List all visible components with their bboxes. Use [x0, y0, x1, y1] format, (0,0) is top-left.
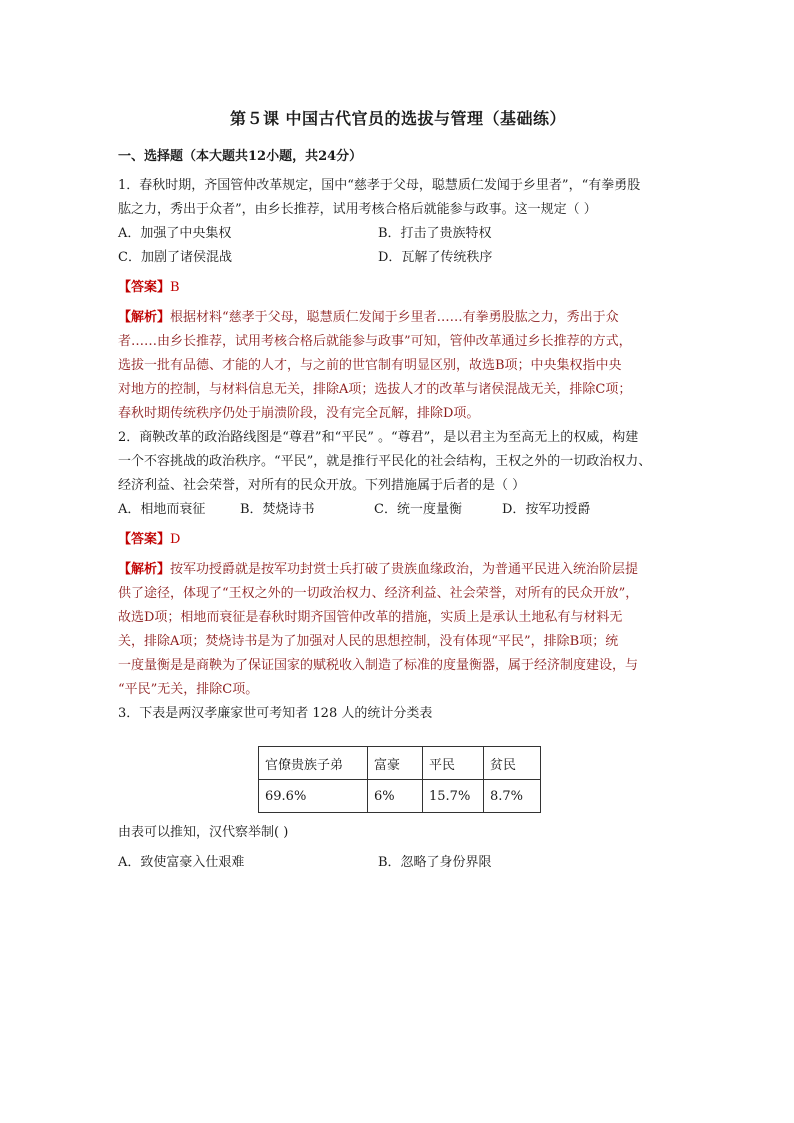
answer-tag: 【答案】: [118, 280, 171, 295]
question-2-stem-line: 经济利益、社会荣誉，对所有的民众开放。下列措施属于后者的是（ ）: [118, 478, 526, 493]
analysis-line: 春秋时期传统秩序仍处于崩溃阶段，没有完全瓦解，排除D项。: [118, 406, 480, 421]
document-page: [118, 100, 678, 875]
analysis-line: 对地方的控制，与材料信息无关，排除A项；选拔人才的改革与诸侯混战无关，排除C项；: [118, 382, 632, 397]
table-header-cell: 官僚贵族子弟: [259, 747, 368, 780]
table-cell: 69.6%: [259, 780, 368, 813]
question-2-stem-line: 一个不容挑战的政治秩序。“平民”，就是推行平民化的社会结构，王权之外的一切政治权力、: [118, 454, 652, 469]
question-1-option-b: B．打击了贵族特权: [378, 226, 492, 241]
question-1: [118, 174, 678, 426]
table-header-cell: 富豪: [368, 747, 423, 780]
question-2-option-c: C．统一度量衡: [374, 502, 462, 517]
question-1-option-c: C．加剧了诸侯混战: [118, 250, 232, 265]
question-3: [118, 702, 678, 875]
analysis-line: 故选D项；相地而衰征是春秋时期齐国管仲改革的措施，实质上是承认土地私有与材料无: [118, 610, 623, 625]
analysis-line: “平民”无关，排除C项。: [118, 682, 259, 697]
analysis-line: 选拔一批有品德、才能的人才，与之前的世官制有明显区别，故选B项；中央集权指中央: [118, 358, 622, 373]
table-cell: 15.7%: [423, 780, 484, 813]
page-title: 第５课 中国古代官员的选拔与管理（基础练）: [229, 109, 567, 128]
question-3-options-row: [118, 851, 678, 875]
answer-value: B: [170, 280, 180, 295]
table-cell: 8.7%: [484, 780, 541, 813]
analysis-line: 供了途径，体现了“王权之外的一切政治权力、经济利益、社会荣誉，对所有的民众开放”，: [118, 586, 639, 601]
question-2-stem-line: 2．商鞅改革的政治路线图是“尊君”和“平民” 。“尊君”，是以君主为至高无上的权威，构建: [118, 430, 639, 445]
analysis-tag: 【解析】: [118, 562, 171, 577]
analysis-tag: 【解析】: [118, 310, 171, 325]
analysis-line: 根据材料“慈孝于父母，聪慧质仁发闻于乡里者……有拳勇股肱之力，秀出于众: [170, 310, 619, 325]
question-1-options-row: [118, 246, 678, 270]
question-2-options-row: [118, 498, 678, 522]
table-row: [259, 780, 541, 813]
question-1-analysis: [118, 306, 678, 426]
question-2-option-b: B．焚烧诗书: [240, 502, 315, 517]
table-header-cell: 贫民: [484, 747, 541, 780]
question-3-option-b: B．忽略了身份界限: [378, 855, 492, 870]
question-1-stem-line: 肱之力，秀出于众者”，由乡长推荐，试用考核合格后就能参与政事。这一规定（ ）: [118, 202, 597, 217]
analysis-line: 者……由乡长推荐，试用考核合格后就能参与政事”可知，管仲改革通过乡长推荐的方式，: [118, 334, 632, 349]
analysis-line: 按军功授爵就是按军功封赏士兵打破了贵族血缘政治，为普通平民进入统治阶层提: [170, 562, 639, 577]
question-2-analysis: [118, 558, 678, 702]
table-header-row: [259, 747, 541, 780]
answer-tag: 【答案】: [118, 532, 171, 547]
question-1-answer: [118, 276, 678, 300]
question-1-option-d: D．瓦解了传统秩序: [378, 250, 493, 265]
table-cell: 6%: [368, 780, 423, 813]
question-1-options-row: [118, 222, 678, 246]
table-header-cell: 平民: [423, 747, 484, 780]
statistics-table: [258, 746, 541, 813]
question-1-option-a: A．加强了中央集权: [118, 226, 232, 241]
question-3-stem: 3．下表是两汉孝廉家世可考知者 128 人的统计分类表: [118, 706, 433, 721]
analysis-line: 关，排除A项；焚烧诗书是为了加强对人民的思想控制，没有体现“平民”，排除B项；统: [118, 634, 619, 649]
question-2-answer: [118, 528, 678, 552]
question-2-option-d: D．按军功授爵: [502, 502, 591, 517]
question-2: [118, 426, 678, 702]
answer-value: D: [170, 532, 181, 547]
question-2-option-a: A．相地而衰征: [118, 502, 206, 517]
section-heading: 一、选择题（本大题共12小题，共24分）: [118, 149, 363, 164]
question-3-follow: 由表可以推知，汉代察举制( ): [118, 825, 289, 840]
question-1-stem-line: 1．春秋时期，齐国管仲改革规定，国中“慈孝于父母，聪慧质仁发闻于乡里者”，“有拳勇股: [118, 178, 641, 193]
question-3-option-a: A．致使富豪入仕艰难: [118, 855, 245, 870]
analysis-line: 一度量衡是是商鞅为了保证国家的赋税收入制造了标准的度量衡器，属于经济制度建设，与: [118, 658, 639, 673]
